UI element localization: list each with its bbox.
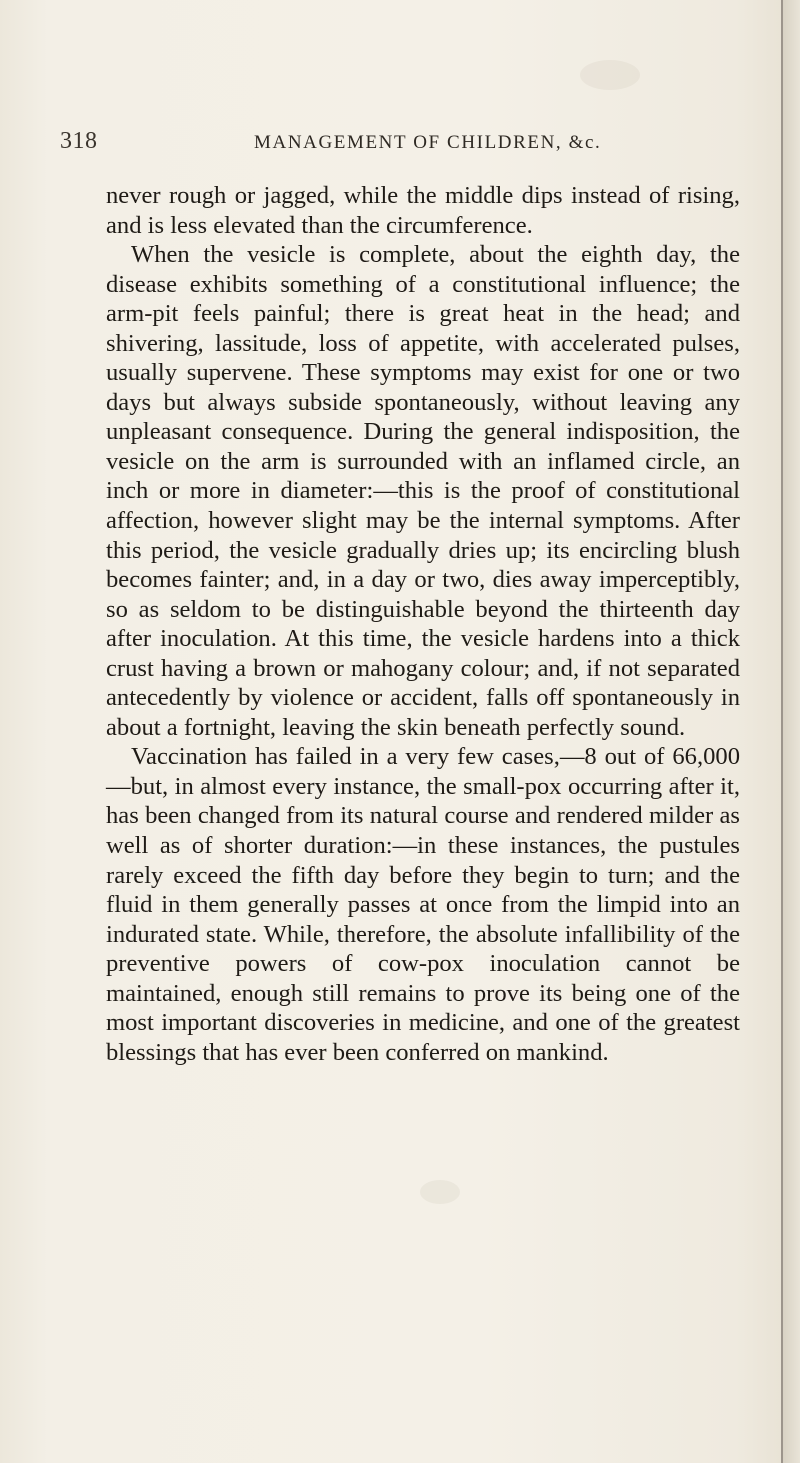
- body-text: [106, 181, 740, 1067]
- paper-stain: [420, 1180, 460, 1204]
- paragraph: Vaccination has failed in a very few cases,—8 out of 66,000—but, in almost every instance, the small-pox occurring after it, has been changed from its natural course and rendered milder as well as of shorter duration:—in these instances, the pustules rarely exceed the fifth day before they begin to turn; and the fluid in them generally passes at once from the limpid into an indurated state. While, therefore, the absolute infallibility of the preventive powers of cow-pox inoculation cannot be maintained, enough still remains to prove its being one of the most important discoveries in medicine, and one of the greatest blessings that has ever been conferred on mankind.: [106, 743, 740, 1066]
- paper-stain: [580, 60, 640, 90]
- paragraph: When the vesicle is complete, about the eighth day, the disease exhibits something of a constitutional influence; the arm-pit feels painful; there is great heat in the head; and shivering, lassitude, loss of appetite, with accelerated pulses, usually supervene. These symptoms may exist for one or two days but always subside spontaneously, without leaving any unpleasant consequence. During the general indisposition, the vesicle on the arm is surrounded with an inflamed circle, an inch or more in diameter:—this is the proof of constitutional affection, however slight may be the internal symptoms. After this period, the vesicle gradually dries up; its encircling blush becomes fainter; and, in a day or two, dies away imperceptibly, so as seldom to be distinguishable beyond the thirteenth day after inoculation. At this time, the vesicle hardens into a thick crust having a brown or mahogany colour; and, if not separated antecedently by violence or accident, falls off spontaneously in about a fortnight, leaving the skin beneath perfectly sound.: [106, 241, 740, 741]
- page-header: [60, 128, 760, 168]
- paragraph: never rough or jagged, while the middle dips instead of rising, and is less elevated than the circumference.: [106, 182, 740, 239]
- page-number: 318: [60, 128, 98, 154]
- page-edge-shadow: [783, 0, 800, 1463]
- running-head: MANAGEMENT OF CHILDREN, &c.: [254, 132, 602, 153]
